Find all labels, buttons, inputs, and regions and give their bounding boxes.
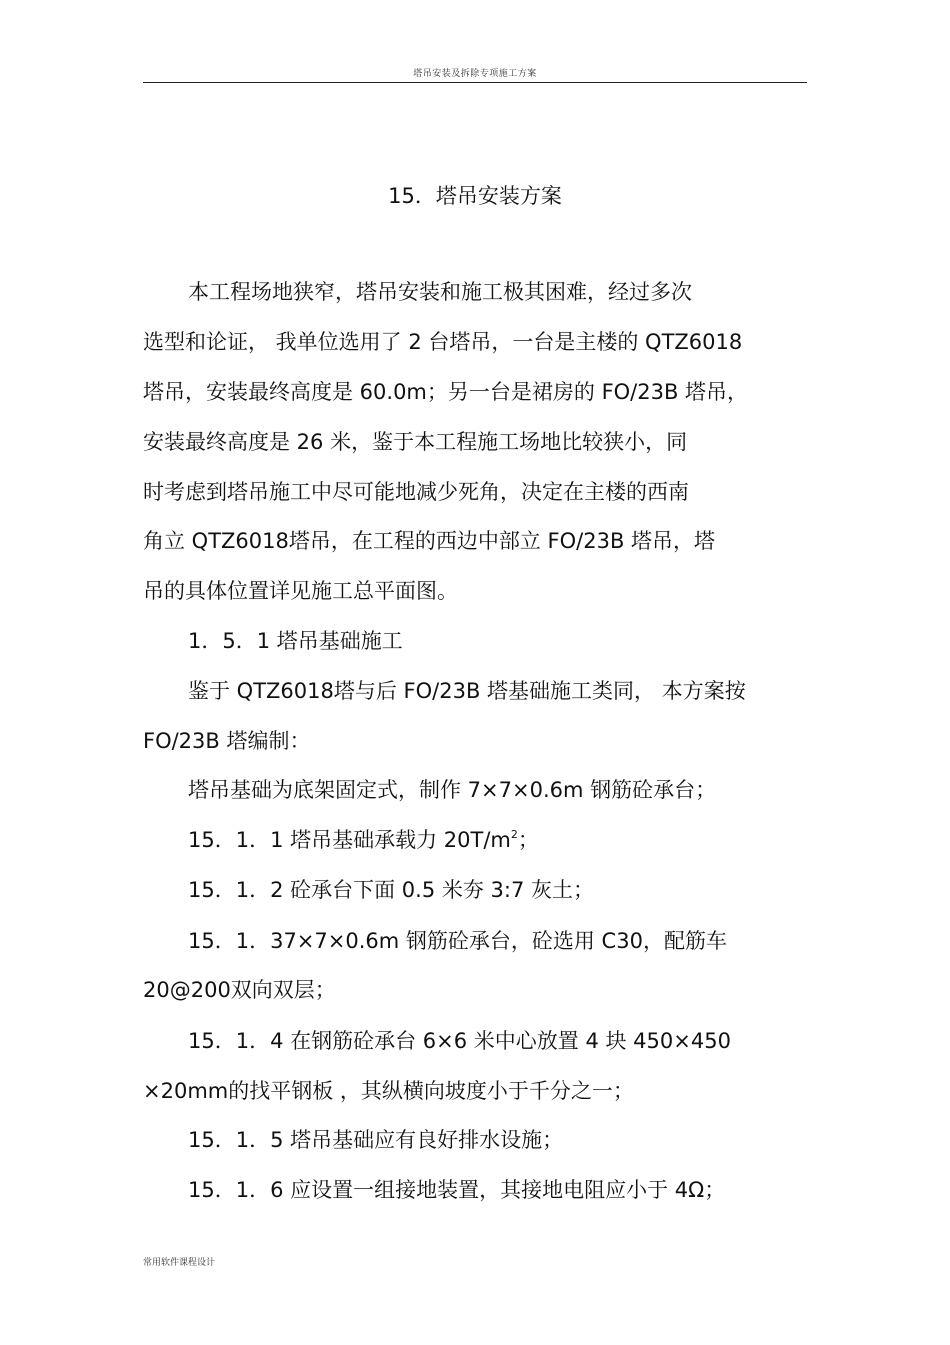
item-1-line [188,827,539,853]
section-intro-line-2: FO/23B 塔编制： [143,729,311,753]
section-heading: 1．5．1 塔吊基础施工 [188,629,403,653]
intro-line-4: 安装最终高度是 26 米，鉴于本工程施工场地比较狭小，同 [143,430,688,454]
item-6-line: 15．1．6 应设置一组接地装置，其接地电阻应小于 4Ω； [188,1178,726,1202]
running-header: 塔吊安装及拆除专项施工方案 [413,69,537,79]
item-2-line: 15．1．2 砼承台下面 0.5 米夯 3:7 灰土； [188,878,595,902]
intro-line-3: 塔吊，安装最终高度是 60.0m；另一台是裙房的 FO/23B 塔吊， [143,380,749,404]
intro-line-1: 本工程场地狭窄，塔吊安装和施工极其困难，经过多次 [188,280,692,304]
item-5-line: 15．1．5 塔吊基础应有良好排水设施； [188,1128,564,1152]
item-4-line-1: 15．1．4 在钢筋砼承台 6×6 米中心放置 4 块 450×450 [188,1029,731,1053]
header-divider [143,82,807,83]
foundation-type-line: 塔吊基础为底架固定式，制作 7×7×0.6m 钢筋砼承台； [188,778,717,802]
item-1-text: 15．1．1 塔吊基础承载力 20T/m [188,828,511,852]
page-footer: 常用软件课程设计 [143,1258,216,1268]
intro-line-7: 吊的具体位置详见施工总平面图。 [143,579,458,603]
item-4-line-2: ×20mm的找平钢板 ，其纵横向坡度小于千分之一； [143,1079,634,1103]
document-title: 15．塔吊安装方案 [388,184,562,208]
intro-line-5: 时考虑到塔吊施工中尽可能地减少死角，决定在主楼的西南 [143,480,689,504]
intro-line-2: 选型和论证， 我单位选用了 2 台塔吊，一台是主楼的 QTZ6018 [143,330,743,354]
item-1-superscript: 2 [510,828,518,841]
item-3-line-2: 20@200双向双层； [143,978,336,1002]
item-3-line-1: 15．1．37×7×0.6m 钢筋砼承台，砼选用 C30，配筋车 [188,929,727,953]
item-1-tail: ； [517,828,539,852]
intro-line-6: 角立 QTZ6018塔吊，在工程的西边中部立 FO/23B 塔吊，塔 [143,529,716,553]
section-intro-line-1: 鉴于 QTZ6018塔与后 FO/23B 塔基础施工类同， 本方案按 [188,679,746,703]
